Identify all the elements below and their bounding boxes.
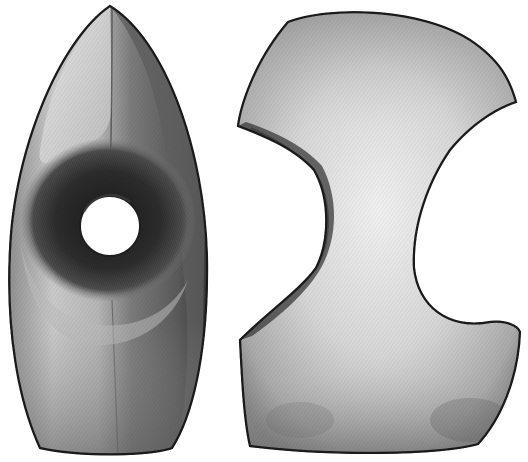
perforated-stone-axe-icon: [0, 0, 220, 462]
double-bladed-stone-axe-icon: [230, 0, 528, 462]
